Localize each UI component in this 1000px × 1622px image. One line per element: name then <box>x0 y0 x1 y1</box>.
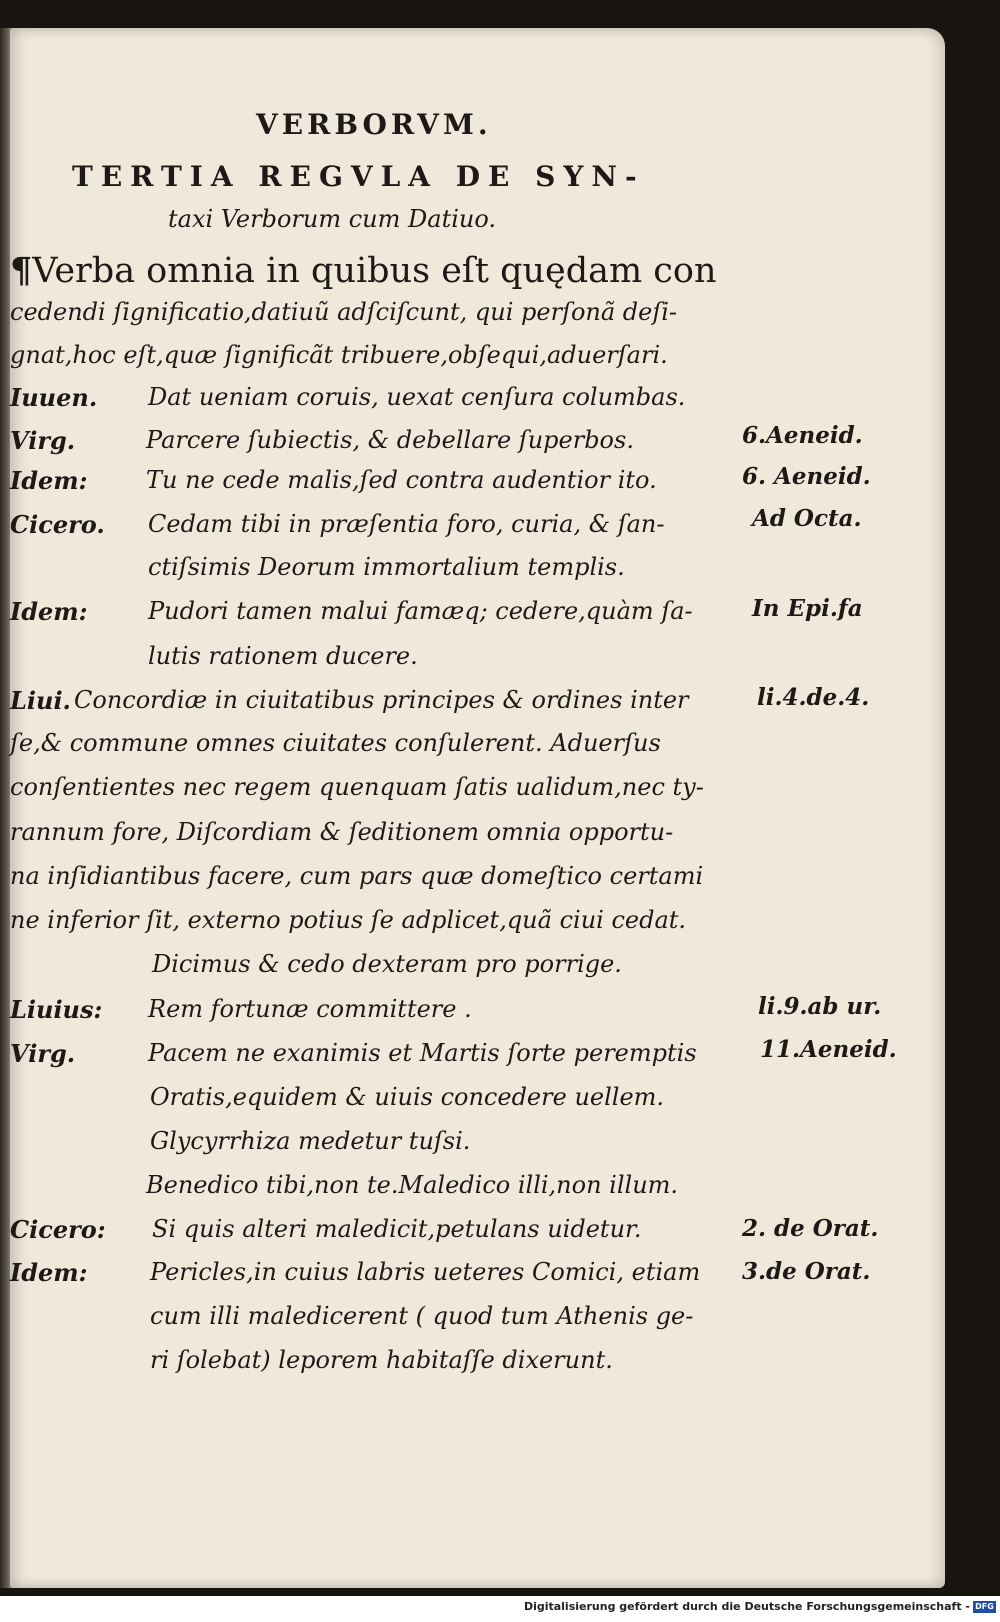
quotation-line: Parcere ſubiectis, & debellare ſuperbos. <box>146 426 634 454</box>
source-author: Idem: <box>10 466 88 495</box>
livy-line: conſentientes nec regem quenquam ſatis ualidum,nec ty- <box>10 773 704 801</box>
reference-note: li.9.ab ur. <box>758 993 882 1020</box>
source-author: Liuius: <box>10 995 103 1024</box>
quotation-line: Pudori tamen malui famæq; cedere,quàm ſa- <box>148 597 693 625</box>
funding-notice: Digitalisierung gefördert durch die Deutsche Forschungsgemeinschaft - <box>523 1600 970 1613</box>
source-author: Virg. <box>10 1039 76 1068</box>
quotation-line: Pericles,in cuius labris ueteres Comici, etiam <box>150 1258 701 1286</box>
quotation-line: Oratis,equidem & uiuis concedere uellem. <box>150 1083 665 1111</box>
pilcrow-icon: ¶ <box>10 250 33 291</box>
quotation-line: Dicimus & cedo dexteram pro porrige. <box>152 950 622 978</box>
reference-note: Ad Octa. <box>752 505 862 532</box>
livy-line: ſe,& commune omnes ciuitates conſulerent. Aduerſus <box>10 729 661 757</box>
reference-note: li.4.de.4. <box>757 684 870 711</box>
body-line: gnat,hoc eſt,quæ ſignificãt tribuere,obſequi,aduerſari. <box>10 341 668 369</box>
quotation-line: Tu ne cede malis,ſed contra audentior ito. <box>146 466 657 494</box>
reference-note: In Epi.fa <box>752 595 863 622</box>
reference-note: 6. Aeneid. <box>742 463 871 490</box>
quotation-line: Rem fortunæ committere . <box>148 995 472 1023</box>
livy-line: Concordiæ in ciuitatibus principes & ordines inter <box>74 686 689 714</box>
lead-text: Verba omnia in quibus eſt quędam con <box>32 251 717 291</box>
quotation-line: cum illi maledicerent ( quod tum Athenis ge- <box>150 1302 694 1330</box>
source-author: Cicero. <box>10 510 105 539</box>
source-author: Cicero: <box>10 1215 106 1244</box>
quotation-line: ri ſolebat) leporem habitaſſe dixerunt. <box>150 1346 613 1374</box>
section-title-line-2: taxi Verborum cum Datiuo. <box>168 205 496 233</box>
source-author: Iuuen. <box>10 383 98 412</box>
reference-note: 6.Aeneid. <box>742 422 863 449</box>
quotation-line: Si quis alteri maledicit,petulans uidetur. <box>152 1215 642 1243</box>
source-author: Idem: <box>10 1258 88 1287</box>
livy-line: rannum fore, Diſcordiam & ſeditionem omnia opportu- <box>10 818 674 846</box>
reference-note: 3.de Orat. <box>742 1258 871 1285</box>
source-author: Idem: <box>10 597 88 626</box>
livy-line: na inſidiantibus facere, cum pars quæ domeſtico certami <box>10 862 704 890</box>
lead-line <box>10 250 717 291</box>
running-header: VERBORVM. <box>256 108 492 141</box>
quotation-line: Cedam tibi in præſentia foro, curia, & ſan- <box>148 510 665 538</box>
dfg-logo: DFG <box>973 1601 996 1613</box>
quotation-line: Dat ueniam coruis, uexat cenſura columbas. <box>148 383 686 411</box>
body-line: cedendi ſignificatio,datiuũ adſciſcunt, qui perſonã deſi- <box>10 298 678 326</box>
quotation-line: Benedico tibi,non te.Maledico illi,non illum. <box>146 1171 679 1199</box>
section-title-line-1: TERTIA REGVLA DE SYN- <box>72 160 645 193</box>
reference-note: 11.Aeneid. <box>760 1036 897 1063</box>
source-author: Virg. <box>10 426 76 455</box>
livy-line: ne inferior ſit, externo potius ſe adplicet,quã ciui cedat. <box>10 906 687 934</box>
source-author: Liui. <box>10 686 71 715</box>
reference-note: 2. de Orat. <box>742 1215 879 1242</box>
quotation-line: ctiſsimis Deorum immortalium templis. <box>148 553 625 581</box>
quotation-line: Pacem ne exanimis et Martis ſorte peremptis <box>148 1039 697 1067</box>
quotation-line: Glycyrrhiza medetur tuſsi. <box>150 1127 471 1155</box>
quotation-line: lutis rationem ducere. <box>148 642 418 670</box>
